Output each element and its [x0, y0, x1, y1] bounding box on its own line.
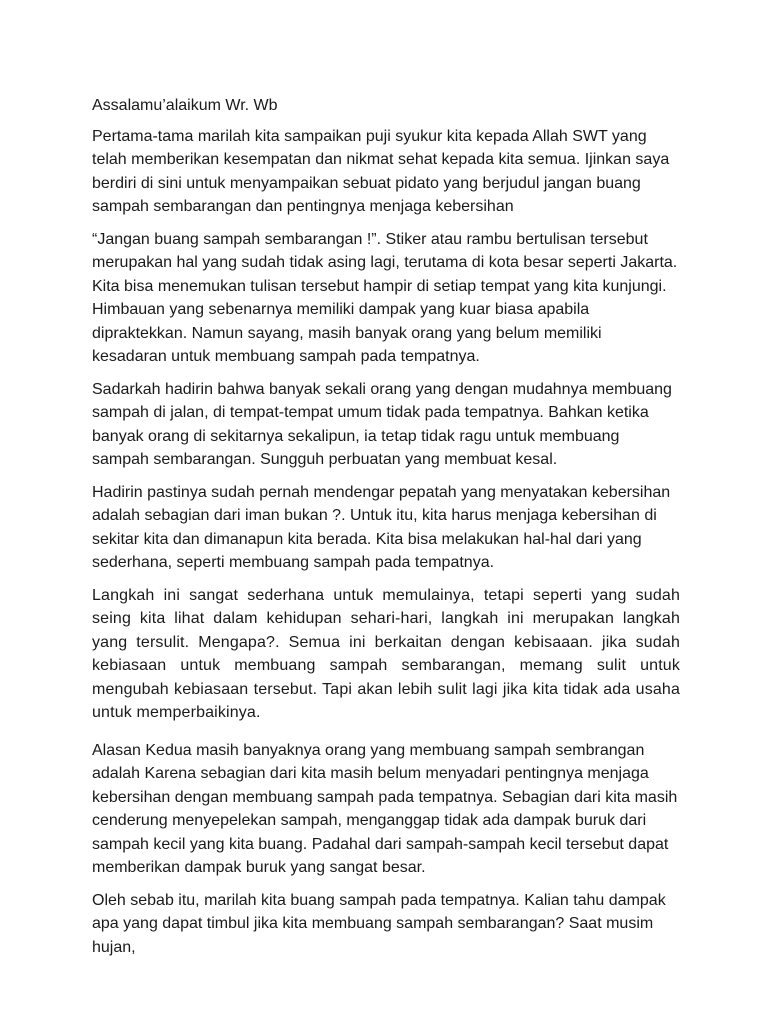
- paragraph-awareness: Sadarkah hadirin bahwa banyak sekali orang yang dengan mudahnya membuang sampah di jalan, di tempat-tempat umum tidak pada tempatnya. Bahkan ketika banyak orang di sekitarnya sekalipun, ia tetap tidak ragu untuk membuang sampah sembarangan. Sungguh perbuatan yang membuat kesal.: [92, 380, 672, 468]
- document-body: [92, 94, 680, 968]
- paragraph-opening: Pertama-tama marilah kita sampaikan puji syukur kita kepada Allah SWT yang telah memberikan kesempatan dan nikmat sehat kepada kita semua. Ijinkan saya berdiri di sini untuk menyampaikan sebuat pidato yang berjudul jangan buang sampah sembarangan dan pentingnya menjaga kebersihan: [92, 127, 670, 215]
- paragraph-conclusion: Oleh sebab itu, marilah kita buang sampah pada tempatnya. Kalian tahu dampak apa yang dapat timbul jika kita membuang sampah sembarangan? Saat musim hujan,: [92, 891, 666, 956]
- paragraph-second-reason: Alasan Kedua masih banyaknya orang yang membuang sampah sembrangan adalah Karena sebagian dari kita masih belum menyadari pentingnya menjaga kebersihan dengan membuang sampah pada tempatnya. Sebagian dari kita masih cenderung menyepelekan sampah, menganggap tidak ada dampak buruk dari sampah kecil yang kita buang. Padahal dari sampah-sampah kecil tersebut dapat memberikan dampak buruk yang sangat besar.: [92, 741, 678, 876]
- paragraph-slogan: “Jangan buang sampah sembarangan !”. Stiker atau rambu bertulisan tersebut merupakan hal yang sudah tidak asing lagi, terutama di kota besar seperti Jakarta. Kita bisa menemukan tulisan tersebut hampir di setiap tempat yang kita kunjungi. Himbauan yang sebenarnya memiliki dampak yang kuar biasa apabila dipraktekkan. Namun sayang, masih banyak orang yang belum memiliki kesadaran untuk membuang sampah pada tempatnya.: [92, 230, 678, 365]
- paragraph-habit: Langkah ini sangat sederhana untuk memulainya, tetapi seperti yang sudah seing kita lihat dalam kehidupan sehari-hari, langkah ini merupakan langkah yang tersulit. Mengapa?. Semua ini berkaitan dengan kebisaaan. jika sudah kebiasaan untuk membuang sampah sembarangan, memang sulit untuk mengubah kebiasaan tersebut. Tapi akan lebih sulit lagi jika kita tidak ada usaha untuk memperbaikinya.: [92, 586, 680, 721]
- greeting: Assalamu’alaikum Wr. Wb: [92, 97, 278, 114]
- paragraph-faith: Hadirin pastinya sudah pernah mendengar pepatah yang menyatakan kebersihan adalah sebagian dari iman bukan ?. Untuk itu, kita harus menjaga kebersihan di sekitar kita dan dimanapun kita berada. Kita bisa melakukan hal-hal dari yang sederhana, seperti membuang sampah pada tempatnya.: [92, 483, 671, 571]
